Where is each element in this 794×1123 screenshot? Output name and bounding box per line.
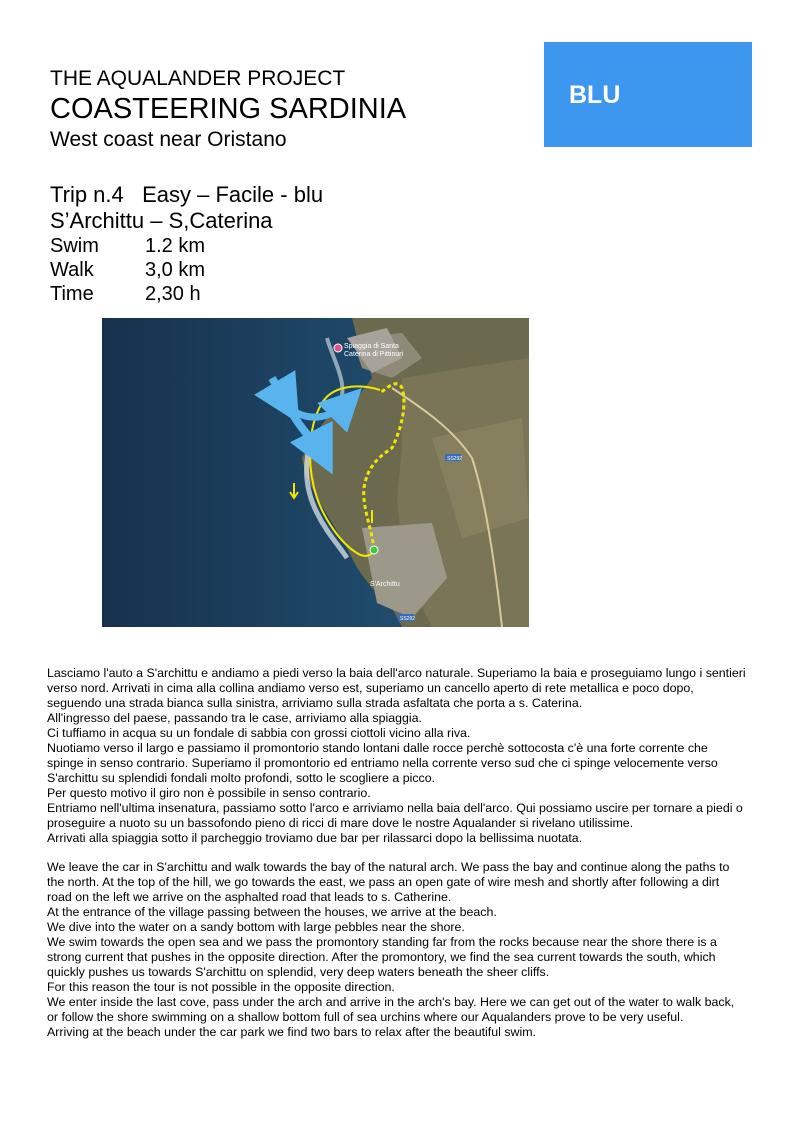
page-header xyxy=(50,66,406,154)
difficulty-badge xyxy=(544,42,752,147)
paragraph-it: All'ingresso del paese, passando tra le case, arriviamo alla spiaggia. xyxy=(47,711,422,725)
paragraph-it: Per questo motivo il giro non è possibile in senso contrario. xyxy=(47,786,371,800)
map-town-label: S'Archittu xyxy=(370,581,400,588)
project-name: THE AQUALANDER PROJECT xyxy=(50,67,346,90)
page-subtitle: West coast near Oristano xyxy=(50,128,287,151)
map-place-label: Caterina di Pittinuri xyxy=(344,351,404,358)
stat-label: Time xyxy=(50,283,94,305)
paragraph-it: Arrivati alla spiaggia sotto il parcheggio troviamo due bar per rilassarci dopo la bellissima nuotata. xyxy=(47,831,583,845)
beach-pin-icon xyxy=(334,344,342,352)
paragraph-en: We enter inside the last cove, pass under the arch and arrive in the arch's bay. Here we can get out of the water to walk back, or follow the shore swimming on a shallow bottom full of sea urchins where our Aqualanders prove to be very useful. xyxy=(47,995,735,1024)
road-sign-label: SS292 xyxy=(447,456,463,462)
stat-value: 1.2 km xyxy=(145,235,206,257)
map-place-label: Spiaggia di Santa xyxy=(344,343,399,350)
paragraph-en: We leave the car in S'archittu and walk towards the bay of the natural arch. We pass the bay and continue along the paths to the north. At the top of the hill, we go towards the east, we pass an open gate of wire mesh and shortly after following a dirt road on the left we arrive on the asphalted road that leads to s. Catherine. xyxy=(47,860,730,904)
paragraph-it: Nuotiamo verso il largo e passiamo il promontorio stando lontani dalle rocce perchè sottocosta c'è una forte corrente che spinge in senso contrario. Superiamo il promontorio ed entriamo nella corrente verso sud che ci spinge velocemente verso S'archittu su splendidi fondali molto profondi, sotto le scogliere a picco. xyxy=(47,741,718,785)
start-point-icon xyxy=(370,546,378,554)
difficulty-badge-label: BLU xyxy=(569,81,621,109)
paragraph-it: Lasciamo l'auto a S'archittu e andiamo a piedi verso la baia dell'arco naturale. Superiamo la baia e proseguiamo lungo i sentieri verso nord. Arrivati in cima alla collina andiamo verso est, superiamo un cancello aperto di rete metallica e poco dopo, seguendo una strada bianca sulla sinistra, arriviamo sulla strada asfaltata che porta a s. Caterina. xyxy=(47,666,746,710)
page-title: COASTEERING SARDINIA xyxy=(50,93,407,125)
stat-row-time xyxy=(50,282,323,306)
stat-label: Walk xyxy=(50,259,94,281)
stat-row-swim xyxy=(50,234,323,258)
paragraph-en: For this reason the tour is not possible in the opposite direction. xyxy=(47,980,395,994)
paragraph-en: Arriving at the beach under the car park we find two bars to relax after the beautiful swim. xyxy=(47,1025,536,1039)
trip-info xyxy=(50,182,323,306)
trip-heading: Trip n.4 Easy – Facile - blu xyxy=(50,182,324,207)
stat-label: Swim xyxy=(50,235,99,257)
paragraph-en: We swim towards the open sea and we pass the promontory standing far from the rocks because near the shore there is a strong current that pushes in the opposite direction. After the promontory, we find the sea current towards the south, which quickly pushes us towards S'archittu on splendid, very deep waters beneath the sheer cliffs. xyxy=(47,935,717,979)
stat-value: 3,0 km xyxy=(145,259,206,281)
road-sign-label: SS292 xyxy=(400,616,416,622)
satellite-map-image xyxy=(102,318,529,627)
paragraph-it: Entriamo nell'ultima insenatura, passiamo sotto l'arco e arriviamo nella baia dell'arco. Qui possiamo uscire per tornare a piedi o proseguire a nuoto su un bassofondo pieno di ricci di mare dove le nostre Aqualander si rivelano utilissime. xyxy=(47,801,743,830)
trip-route: S’Archittu – S,Caterina xyxy=(50,208,273,233)
stat-value: 2,30 h xyxy=(145,283,201,305)
paragraph-en: At the entrance of the village passing between the houses, we arrive at the beach. xyxy=(47,905,497,919)
route-map xyxy=(102,318,529,627)
description-text xyxy=(47,666,747,1040)
paragraph-en: We dive into the water on a sandy bottom with large pebbles near the shore. xyxy=(47,920,465,934)
paragraph-it: Ci tuffiamo in acqua su un fondale di sabbia con grossi ciottoli vicino alla riva. xyxy=(47,726,471,740)
stat-row-walk xyxy=(50,258,323,282)
